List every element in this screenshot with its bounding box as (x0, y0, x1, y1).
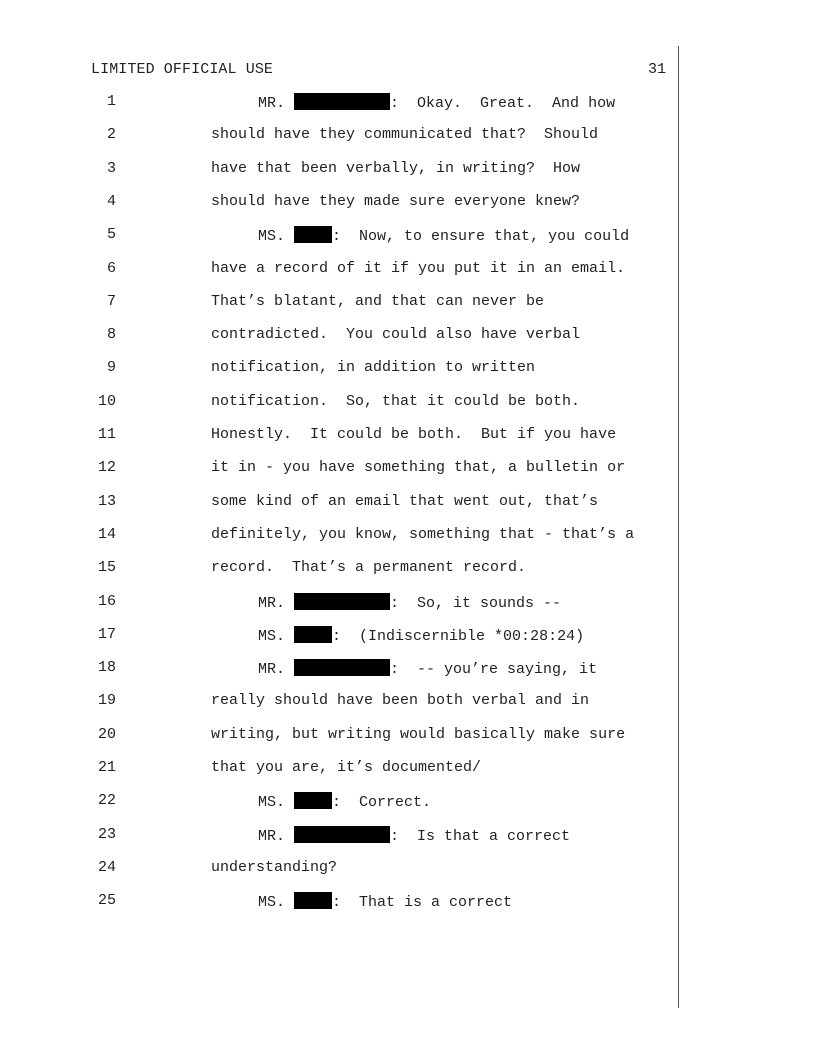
line-number: 1 (106, 93, 116, 110)
redaction-box (294, 593, 390, 610)
line-text (211, 260, 625, 277)
line-text (211, 393, 580, 410)
line-number: 9 (106, 359, 116, 376)
line-number: 13 (97, 493, 116, 510)
line-number: 18 (97, 659, 116, 676)
spoken-text: : That is a correct (332, 894, 513, 911)
line-text (258, 826, 570, 845)
line-text (211, 426, 616, 443)
line-text (211, 359, 535, 376)
line-text (258, 593, 561, 612)
line-number: 3 (106, 160, 116, 177)
line-number: 8 (106, 326, 116, 343)
line-text (211, 193, 580, 210)
spoken-text: really should have been both verbal and in (211, 692, 590, 709)
spoken-text: : (Indiscernible *00:28:24) (332, 628, 585, 645)
line-number: 14 (97, 526, 116, 543)
speaker-title: MR. (258, 661, 286, 678)
spoken-text: notification, in addition to written (211, 359, 536, 376)
redaction-box (294, 826, 390, 843)
line-text (211, 160, 580, 177)
line-text (211, 559, 526, 576)
spoken-text: That’s blatant, and that can never be (211, 293, 545, 310)
line-number: 20 (97, 726, 116, 743)
line-text (258, 93, 615, 112)
spoken-text: that you are, it’s documented/ (211, 759, 482, 776)
speaker-title: MS. (258, 228, 286, 245)
line-number: 21 (97, 759, 116, 776)
line-number: 5 (106, 226, 116, 243)
speaker-title: MS. (258, 628, 286, 645)
spoken-text: some kind of an email that went out, that’s (211, 493, 599, 510)
speaker-title: MS. (258, 894, 286, 911)
line-text (211, 692, 589, 709)
line-text (211, 759, 481, 776)
line-number: 15 (97, 559, 116, 576)
line-number: 7 (106, 293, 116, 310)
spoken-text: have a record of it if you put it in an email. (211, 260, 626, 277)
redaction-box (294, 626, 332, 643)
spoken-text: : Correct. (332, 794, 432, 811)
line-text (258, 226, 629, 245)
line-number: 4 (106, 193, 116, 210)
line-number: 23 (97, 826, 116, 843)
classification-header: LIMITED OFFICIAL USE (91, 61, 274, 78)
redaction-box (294, 226, 332, 243)
line-number: 25 (97, 892, 116, 909)
speaker-title: MR. (258, 828, 286, 845)
spoken-text: understanding? (211, 859, 338, 876)
line-number: 22 (97, 792, 116, 809)
line-text (211, 326, 580, 343)
line-text (258, 659, 597, 678)
spoken-text: have that been verbally, in writing? How (211, 160, 581, 177)
line-text (211, 726, 625, 743)
line-text (258, 626, 584, 645)
redaction-box (294, 792, 332, 809)
line-text (211, 526, 634, 543)
line-number: 16 (97, 593, 116, 610)
speaker-title: MR. (258, 95, 286, 112)
line-text (211, 126, 598, 143)
right-margin-rule (678, 46, 679, 1008)
redaction-box (294, 892, 332, 909)
spoken-text: it in - you have something that, a bulletin or (211, 459, 626, 476)
speaker-title: MS. (258, 794, 286, 811)
line-text (211, 293, 544, 310)
redaction-box (294, 93, 390, 110)
line-number: 17 (97, 626, 116, 643)
line-number: 24 (97, 859, 116, 876)
spoken-text: : So, it sounds -- (390, 595, 562, 612)
spoken-text: Honestly. It could be both. But if you have (211, 426, 617, 443)
line-number: 2 (106, 126, 116, 143)
line-text (258, 792, 431, 811)
line-number: 10 (97, 393, 116, 410)
line-number: 12 (97, 459, 116, 476)
line-number: 19 (97, 692, 116, 709)
spoken-text: definitely, you know, something that - that’s a (211, 526, 635, 543)
line-number: 11 (97, 426, 116, 443)
spoken-text: writing, but writing would basically make sure (211, 726, 626, 743)
spoken-text: contradicted. You could also have verbal (211, 326, 581, 343)
spoken-text: : Is that a correct (390, 828, 571, 845)
spoken-text: : -- you’re saying, it (390, 661, 598, 678)
spoken-text: should have they communicated that? Should (211, 126, 599, 143)
line-text (258, 892, 512, 911)
page-number: 31 (648, 61, 667, 78)
speaker-title: MR. (258, 595, 286, 612)
spoken-text: record. That’s a permanent record. (211, 559, 527, 576)
line-text (211, 859, 337, 876)
line-text (211, 493, 598, 510)
redaction-box (294, 659, 390, 676)
spoken-text: should have they made sure everyone knew? (211, 193, 581, 210)
spoken-text: : Okay. Great. And how (390, 95, 616, 112)
spoken-text: notification. So, that it could be both. (211, 393, 581, 410)
line-text (211, 459, 625, 476)
spoken-text: : Now, to ensure that, you could (332, 228, 630, 245)
line-number: 6 (106, 260, 116, 277)
